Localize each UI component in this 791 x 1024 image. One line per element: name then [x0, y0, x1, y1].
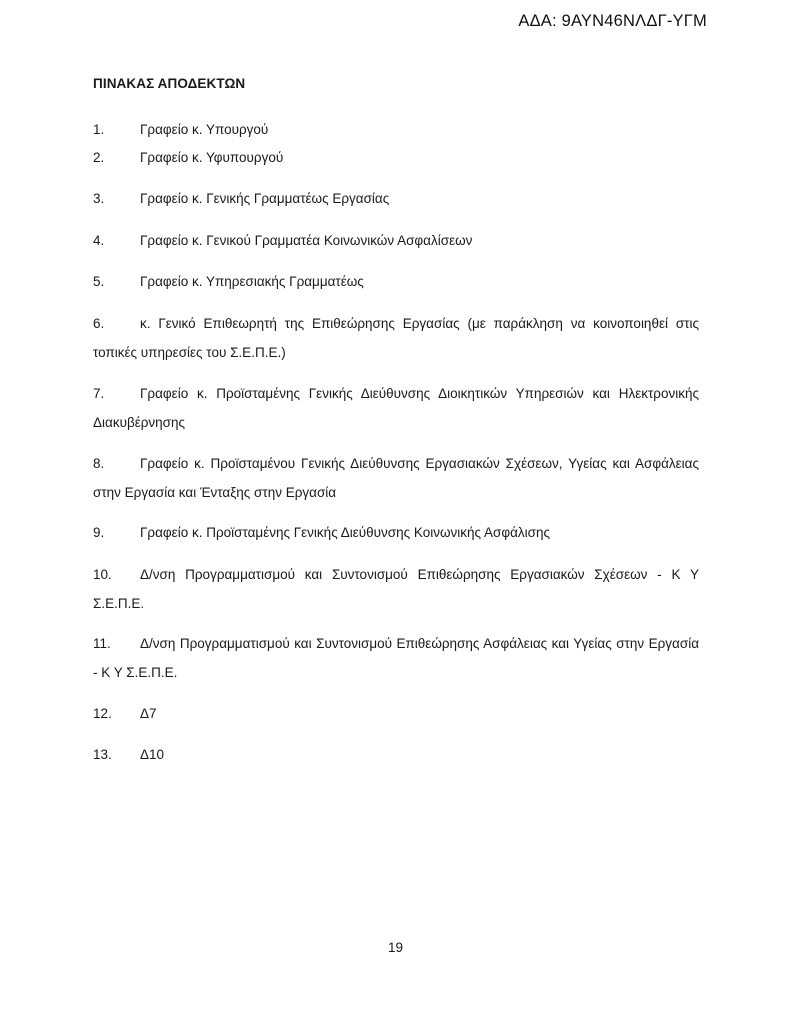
list-item-text: Δ7 — [140, 706, 157, 721]
list-item-number: 4. — [93, 233, 105, 248]
list-item-3 — [93, 184, 699, 213]
list-item-number: 11. — [93, 636, 111, 651]
list-item-text: Δ/νση Προγραμματισμού και Συντονισμού Επιθεώρησης Ασφάλειας και Υγείας στην Εργασία - Κ Υ Σ.Ε.Π.Ε. — [93, 636, 699, 680]
list-item-12 — [93, 699, 699, 728]
list-item-number: 2. — [93, 150, 105, 165]
list-item-5 — [93, 267, 699, 296]
list-item-text: Γραφείο κ. Υπουργού — [140, 122, 269, 137]
list-item-number: 1. — [93, 122, 105, 137]
list-item-4 — [93, 226, 699, 255]
list-item-text: Γραφείο κ. Προϊσταμένης Γενικής Διεύθυνσης Διοικητικών Υπηρεσιών και Ηλεκτρονικής Διακυβέρνησης — [93, 386, 699, 430]
recipients-heading: ΠΙΝΑΚΑΣ ΑΠΟΔΕΚΤΩΝ — [93, 76, 246, 91]
list-item-text: Γραφείο κ. Προϊσταμένου Γενικής Διεύθυνσης Εργασιακών Σχέσεων, Υγείας και Ασφάλειας στην Εργασία και Ένταξης στην Εργασία — [93, 456, 699, 500]
list-item-2 — [93, 143, 699, 172]
list-item-9 — [93, 518, 699, 547]
list-item-6 — [93, 309, 699, 367]
list-item-number: 12. — [93, 706, 112, 721]
page-number: 19 — [387, 940, 404, 955]
list-item-text: Δ10 — [140, 747, 165, 762]
list-item-number: 13. — [93, 747, 112, 762]
list-item-number: 7. — [93, 386, 105, 401]
list-item-text: Γραφείο κ. Υφυπουργού — [140, 150, 284, 165]
list-item-number: 6. — [93, 316, 105, 331]
list-item-number: 10. — [93, 567, 112, 582]
list-item-text: Γραφείο κ. Γενικού Γραμματέα Κοινωνικών Ασφαλίσεων — [140, 233, 473, 248]
list-item-number: 5. — [93, 274, 105, 289]
list-item-10 — [93, 560, 699, 618]
list-item-number: 3. — [93, 191, 105, 206]
list-item-text: Γραφείο κ. Υπηρεσιακής Γραμματέως — [140, 274, 364, 289]
list-item-7 — [93, 379, 699, 437]
list-item-11 — [93, 629, 699, 687]
list-item-text: Δ/νση Προγραμματισμού και Συντονισμού Επιθεώρησης Εργασιακών Σχέσεων - Κ Υ Σ.Ε.Π.Ε. — [93, 567, 699, 611]
list-item-text: Γραφείο κ. Προϊσταμένης Γενικής Διεύθυνσης Κοινωνικής Ασφάλισης — [140, 525, 551, 540]
list-item-8 — [93, 449, 699, 507]
list-item-text: κ. Γενικό Επιθεωρητή της Επιθεώρησης Εργασίας (με παράκληση να κοινοποιηθεί στις τοπικές υπηρεσίες του Σ.Ε.Π.Ε.) — [93, 316, 699, 360]
list-item-13 — [93, 740, 699, 769]
list-item-number: 8. — [93, 456, 105, 471]
list-item-number: 9. — [93, 525, 105, 540]
list-item-text: Γραφείο κ. Γενικής Γραμματέως Εργασίας — [140, 191, 390, 206]
list-item-1 — [93, 115, 699, 144]
ada-code: ΑΔΑ: 9ΑΥΝ46ΝΛΔΓ-ΥΓΜ — [518, 12, 707, 30]
